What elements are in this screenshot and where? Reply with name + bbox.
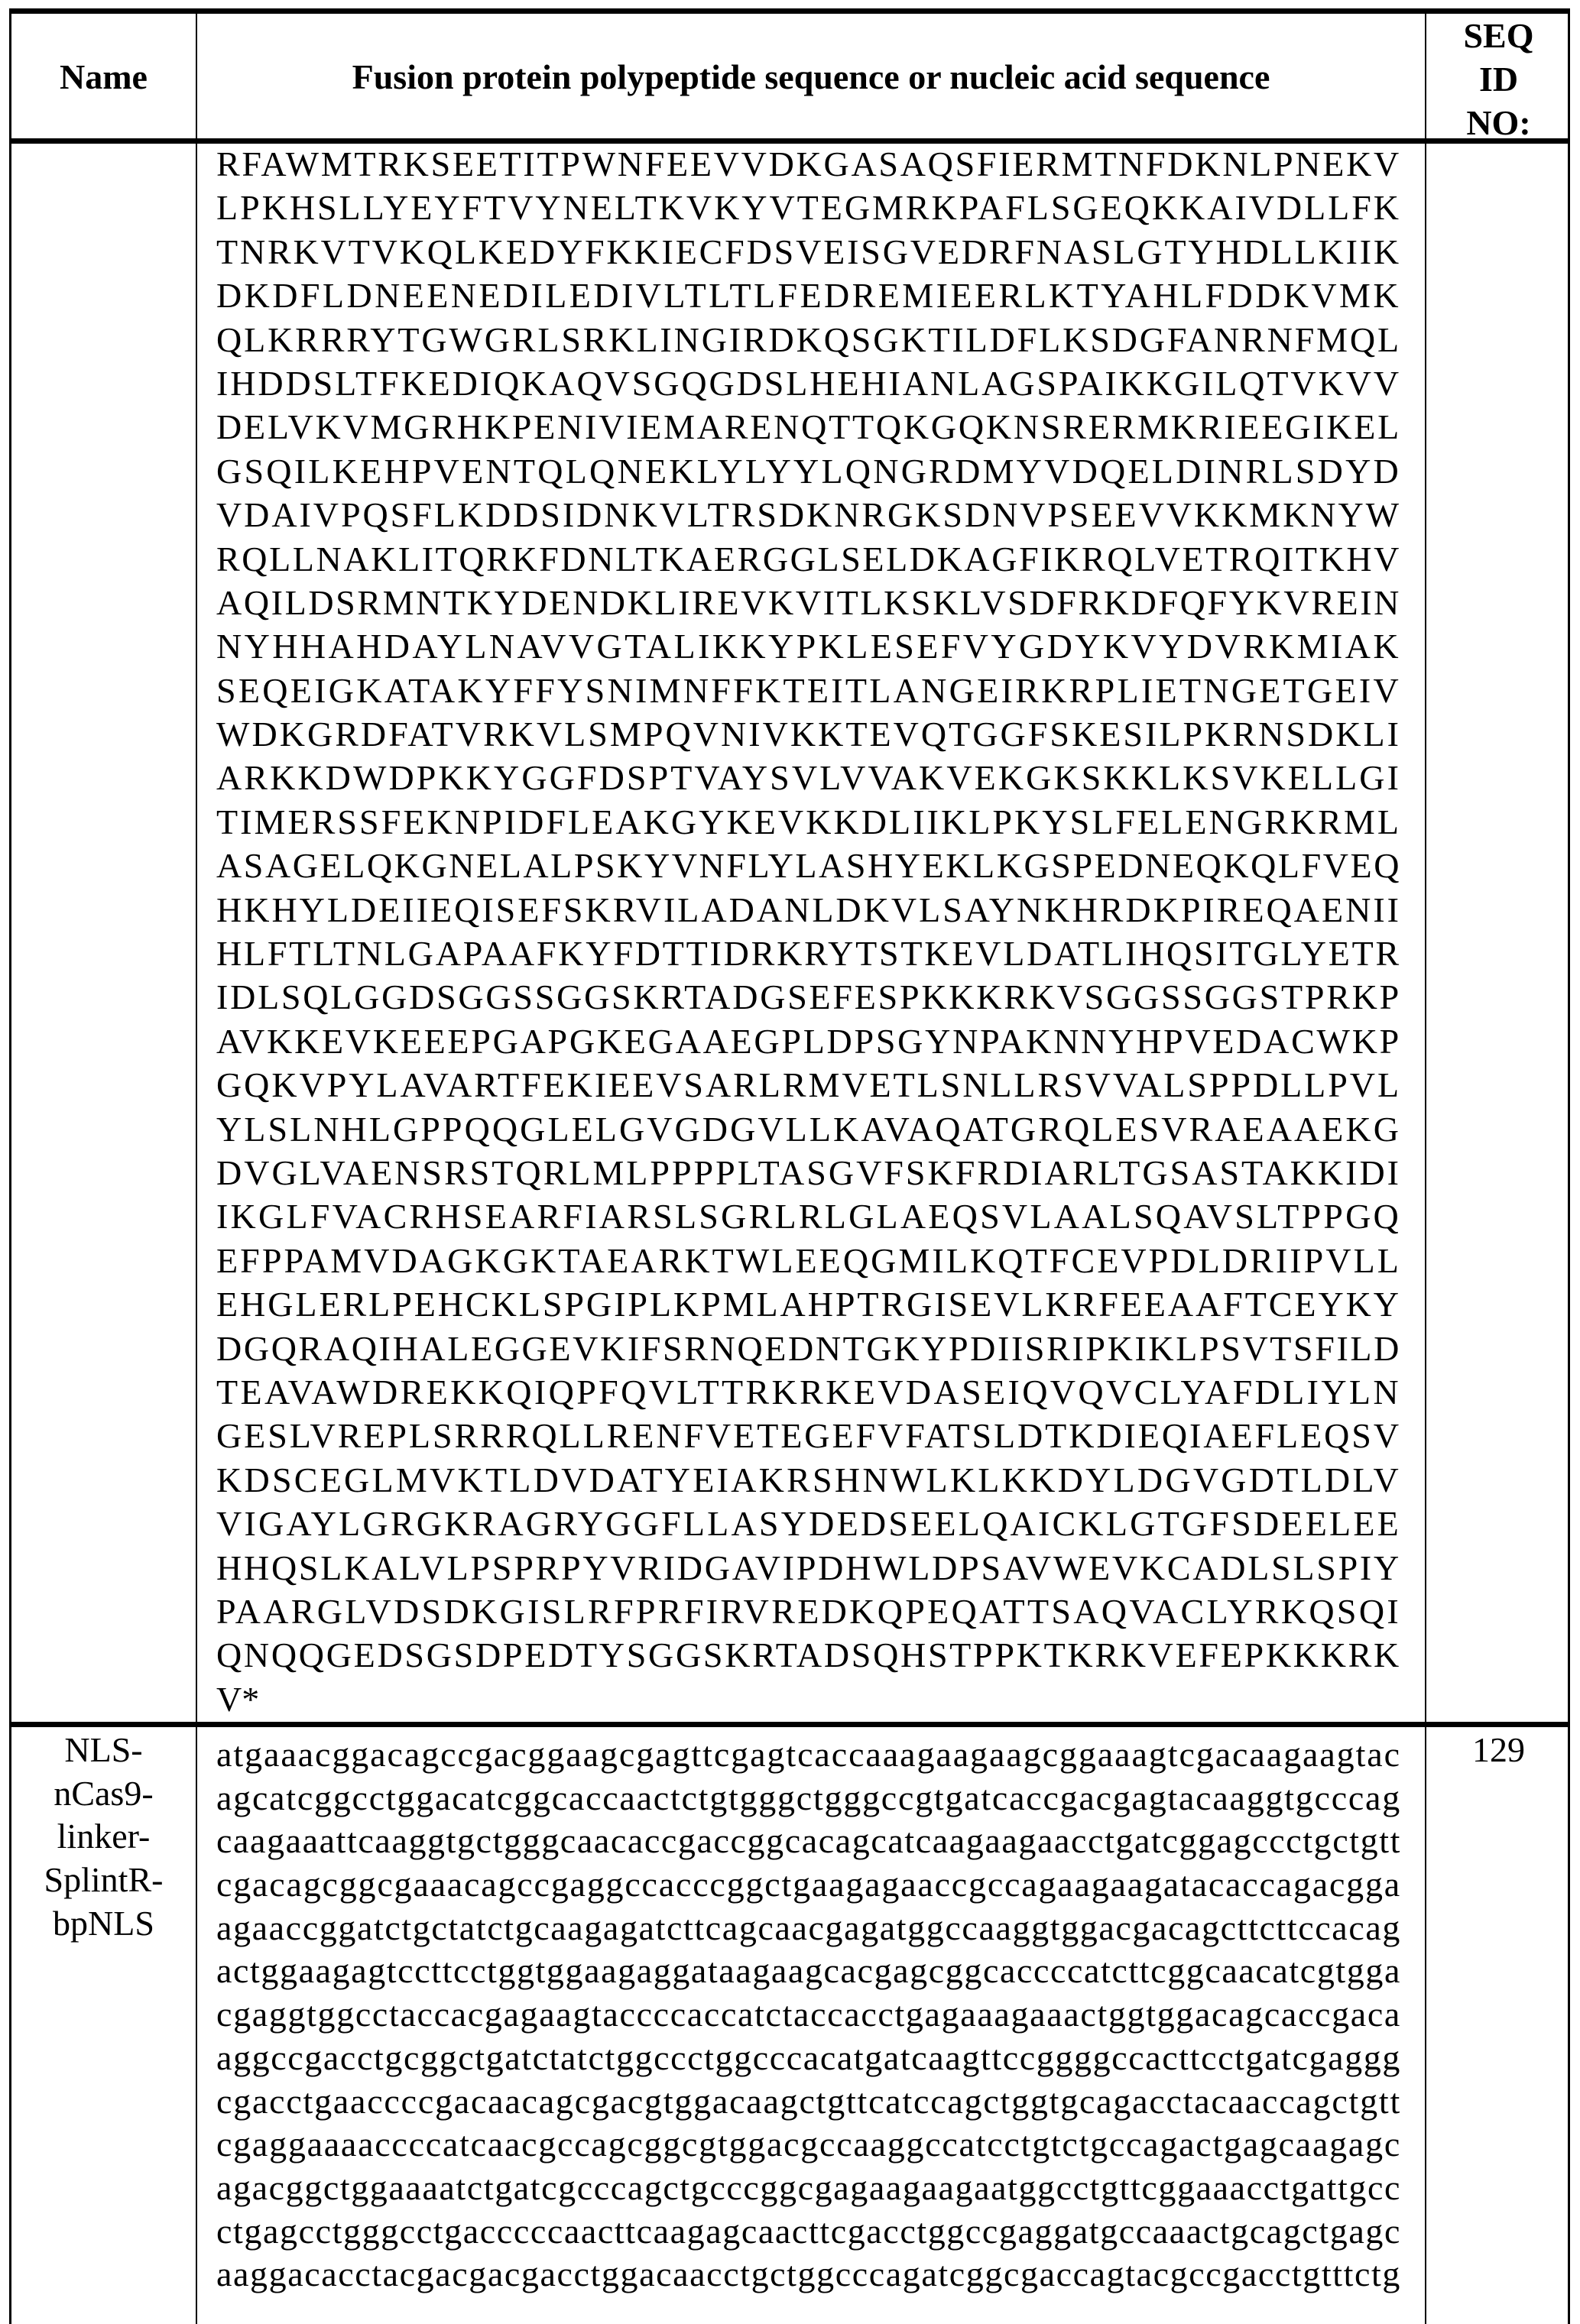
sequence-line: IDLSQLGGDSGGSSGGSKRTADGSEFESPKKKRKVSGGSSGGSTPRKP bbox=[216, 975, 1401, 1019]
header-seq-id-line: NO: bbox=[1427, 101, 1570, 144]
sequence-line: agacggctggaaaatctgatcgcccagctgcccggcgagaagaagaatggcctgttcggaaacctgattgcc bbox=[216, 2167, 1401, 2210]
sequence-line: ARKKDWDPKKYGGFDSPTVAYSVLVVAKVEKGKSKKLKSVKELLGI bbox=[216, 756, 1401, 799]
sequence-line: TEAVAWDREKKQIQPFQVLTTRKRKEVDASEIQVQVCLYAFDLIYLN bbox=[216, 1370, 1401, 1414]
row-name-line: nCas9- bbox=[11, 1772, 196, 1816]
sequence-line: V* bbox=[216, 1677, 1401, 1721]
sequence-line: VIGAYLGRGKRAGRYGGFLLASYDEDSEELQAICKLGTGFSDEELEE bbox=[216, 1502, 1401, 1545]
sequence-line: YLSLNHLGPPQQGLELGVGDGVLLKAVAQATGRQLESVRAEAAEKG bbox=[216, 1107, 1401, 1151]
sequence-line: ctgagcctgggcctgacccccaacttcaagagcaacttcgacctggccgaggatgccaaactgcagctgagc bbox=[216, 2210, 1401, 2254]
row-divider bbox=[9, 1722, 1570, 1727]
sequence-line: EFPPAMVDAGKGKTAEARKTWLEEQGMILKQTFCEVPDLDRIIPVLL bbox=[216, 1239, 1401, 1282]
sequence-line: aaggacacctacgacgacgacctggacaacctgctggcccagatcggcgaccagtacgccgacctgtttctg bbox=[216, 2253, 1401, 2296]
row-name-line: bpNLS bbox=[11, 1902, 196, 1946]
row-name-line: SplintR- bbox=[11, 1859, 196, 1902]
sequence-line: caagaaattcaaggtgctgggcaacaccgaccggcacagcatcaagaagaacctgatcggagccctgctgtt bbox=[216, 1820, 1401, 1863]
sequence-line: ASAGELQKGNELALPSKYVNFLYLASHYEKLKGSPEDNEQKQLFVEQ bbox=[216, 844, 1401, 887]
sequence-line: cgaggaaaaccccatcaacgccagcggcgtggacgccaaggccatcctgtctgccagactgagcaagagc bbox=[216, 2123, 1401, 2167]
sequence-line: HKHYLDEIIEQISEFSKRVILADANLDKVLSAYNKHRDKPIREQAENII bbox=[216, 888, 1401, 932]
sequence-line: DGQRAQIHALEGGEVKIFSRNQEDNTGKYPDIISRIPKIKLPSVTSFILD bbox=[216, 1327, 1401, 1370]
sequence-line: DELVKVMGRHKPENIVIEMARENQTTQKGQKNSRERMKRIEEGIKEL bbox=[216, 405, 1401, 449]
sequence-line: EHGLERLPEHCKLSPGIPLKPMLAHPTRGISEVLKRFEEAAFTCEYKY bbox=[216, 1282, 1401, 1326]
header-seq-id bbox=[1427, 14, 1570, 144]
row-name-line: NLS- bbox=[11, 1729, 196, 1772]
sequence-line: TNRKVTVKQLKEDYFKKIECFDSVEISGVEDRFNASLGTYHDLLKIIK bbox=[216, 230, 1401, 274]
header-sequence: Fusion protein polypeptide sequence or nucleic acid sequence bbox=[197, 55, 1425, 99]
header-seq-id-line: ID bbox=[1427, 57, 1570, 101]
sequence-line: RQLLNAKLITQRKFDNLTKAERGGLSELDKAGFIKRQLVETRQITKHV bbox=[216, 537, 1401, 581]
sequence-line: atgaaacggacagccgacggaagcgagttcgagtcaccaaagaagaagcggaaagtcgacaagaagtac bbox=[216, 1733, 1401, 1777]
sequence-line: LPKHSLLYEYFTVYNELTKVKYVTEGMRKPAFLSGEQKKAIVDLLFK bbox=[216, 186, 1401, 229]
header-seq-id-line: SEQ bbox=[1427, 14, 1570, 57]
sequence-line: cgacagcggcgaaacagccgaggccacccggctgaagagaaccgccagaagaagatacaccagacgga bbox=[216, 1863, 1401, 1907]
sequence-line: VDAIVPQSFLKDDSIDNKVLTRSDKNRGKSDNVPSEEVVKKMKNYW bbox=[216, 493, 1401, 536]
sequence-line: agaaccggatctgctatctgcaagagatcttcagcaacgagatggccaaggtggacgacagcttcttccacag bbox=[216, 1907, 1401, 1950]
sequence-line: agcatcggcctggacatcggcaccaactctgtgggctgggccgtgatcaccgacgagtacaaggtgcccag bbox=[216, 1777, 1401, 1820]
protein-sequence bbox=[216, 142, 1401, 1721]
sequence-line: DVGLVAENSRSTQRLMLPPPPLTASGVFSKFRDIARLTGSASTAKKIDI bbox=[216, 1151, 1401, 1194]
sequence-line: QLKRRRYTGWGRLSRKLINGIRDKQSGKTILDFLKSDGFANRNFMQL bbox=[216, 318, 1401, 361]
sequence-line: TIMERSSFEKNPIDFLEAKGYKEVKKDLIIKLPKYSLFELENGRKRML bbox=[216, 800, 1401, 844]
sequence-line: DKDFLDNEENEDILEDIVLTLTLFEDREMIEERLKTYAHLFDDKVMK bbox=[216, 274, 1401, 317]
sequence-line: GESLVREPLSRRRQLLRENFVETEGEFVFATSLDTKDIEQIAEFLEQSV bbox=[216, 1414, 1401, 1457]
sequence-line: GSQILKEHPVENTQLQNEKLYLYYLQNGRDMYVDQELDINRLSDYD bbox=[216, 449, 1401, 493]
sequence-line: AQILDSRMNTKYDENDKLIREVKVITLKSKLVSDFRKDFQFYKVREIN bbox=[216, 581, 1401, 624]
sequence-line: IHDDSLTFKEDIQKAQVSGQGDSLHEHIANLAGSPAIKKGILQTVKVV bbox=[216, 361, 1401, 405]
sequence-line: AVKKEVKEEEPGAPGKEGAAEGPLDPSGYNPAKNNYHPVEDACWKP bbox=[216, 1019, 1401, 1063]
sequence-line: PAARGLVDSDKGISLRFPRFIRVREDKQPEQATTSAQVACLYRKQSQI bbox=[216, 1590, 1401, 1633]
sequence-line: KDSCEGLMVKTLDVDATYEIAKRSHNWLKLKKDYLDGVGDTLDLV bbox=[216, 1458, 1401, 1502]
sequence-line: HHQSLKALVLPSPRPYVRIDGAVIPDHWLDPSAVWEVKCADLSLSPIY bbox=[216, 1546, 1401, 1590]
sequence-line: WDKGRDFATVRKVLSMPQVNIVKKTEVQTGGFSKESILPKRNSDKLI bbox=[216, 712, 1401, 756]
sequence-line: QNQQGEDSGSDPEDTYSGGSKRTADSQHSTPPKTKRKVEFEPKKKRK bbox=[216, 1633, 1401, 1677]
row-seq-id: 129 bbox=[1427, 1729, 1570, 1772]
sequence-line: actggaagagtccttcctggtggaagaggataagaagcacgagcggcaccccatcttcggcaacatcgtgga bbox=[216, 1950, 1401, 1993]
nucleic-acid-sequence bbox=[216, 1733, 1401, 2296]
row-name-line: linker- bbox=[11, 1815, 196, 1859]
sequence-line: cgaggtggcctaccacgagaagtaccccaccatctaccacctgagaaagaaactggtggacagcaccgaca bbox=[216, 1993, 1401, 2037]
sequence-line: NYHHAHDAYLNAVVGTALIKKYPKLESEFVYGDYKVYDVRKMIAK bbox=[216, 624, 1401, 668]
row-name bbox=[11, 1729, 196, 1946]
column-divider bbox=[1425, 8, 1426, 2324]
sequence-line: IKGLFVACRHSEARFIARSLSGRLRLGLAEQSVLAALSQAVSLTPPGQ bbox=[216, 1194, 1401, 1238]
sequence-line: SEQEIGKATAKYFFYSNIMNFFKTEITLANGEIRKRPLIETNGETGEIV bbox=[216, 669, 1401, 712]
sequence-line: cgacctgaaccccgacaacagcgacgtggacaagctgttcatccagctggtgcagacctacaaccagctgtt bbox=[216, 2080, 1401, 2124]
sequence-line: GQKVPYLAVARTFEKIEEVSARLRMVETLSNLLRSVVALSPPDLLPVL bbox=[216, 1063, 1401, 1107]
sequence-line: RFAWMTRKSEETITPWNFEEVVDKGASAQSFIERMTNFDKNLPNEKV bbox=[216, 142, 1401, 186]
column-divider bbox=[196, 8, 197, 2324]
sequence-line: HLFTLTNLGAPAAFKYFDTTIDRKRYTSTKEVLDATLIHQSITGLYETR bbox=[216, 932, 1401, 975]
sequence-line: aggccgacctgcggctgatctatctggccctggcccacatgatcaagttccggggccacttcctgatcgaggg bbox=[216, 2037, 1401, 2080]
header-name: Name bbox=[11, 55, 196, 99]
